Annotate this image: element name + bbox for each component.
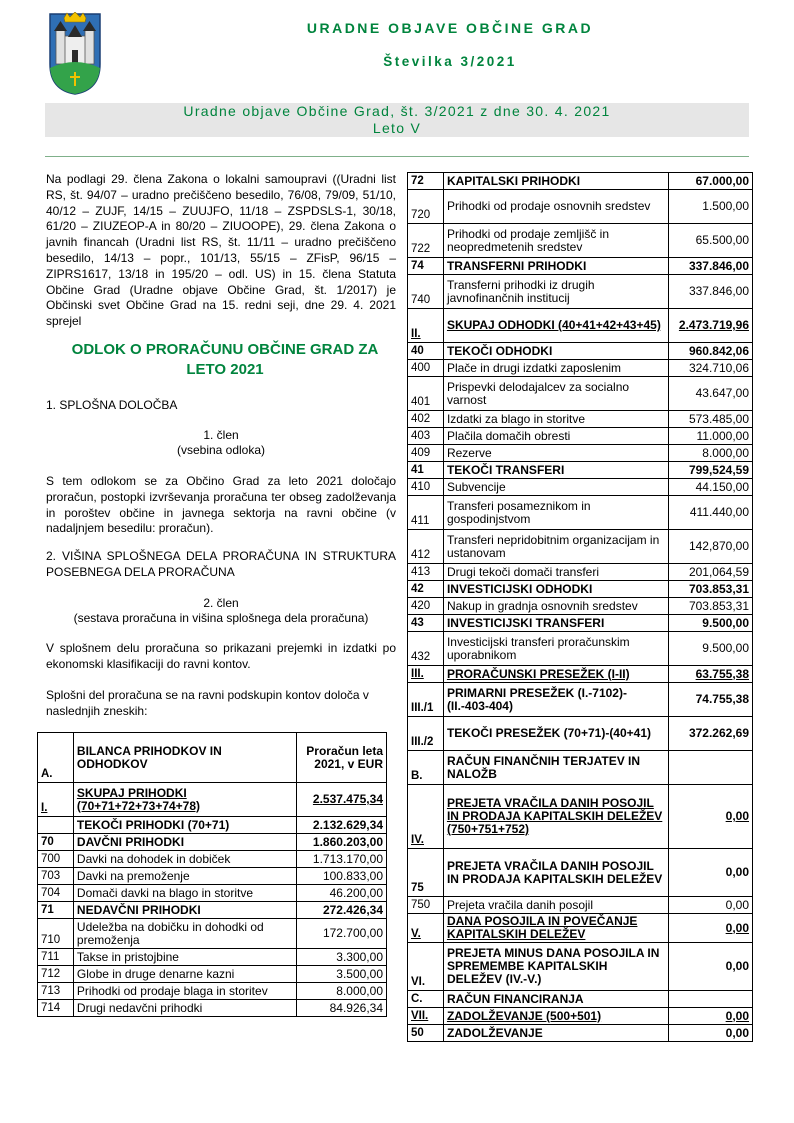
row-code: 722 (408, 224, 444, 258)
row-value: 0,00 (669, 1025, 753, 1042)
row-code: 714 (38, 1000, 74, 1017)
band-citation: Uradne objave Občine Grad, št. 3/2021 z dne 30. 4. 2021 (183, 103, 611, 119)
section-heading-2: 2. VIŠINA SPLOŠNEGA DELA PRORAČUNA IN STRUKTURA POSEBNEGA DELA PRORAČUNA (46, 549, 396, 579)
table-row (408, 849, 753, 897)
row-label: Udeležba na dobičku in dohodki od premoženja (73, 919, 296, 949)
row-value (669, 751, 753, 785)
row-code: 40 (408, 343, 444, 360)
row-code: 412 (408, 530, 444, 564)
row-label: Prihodki od prodaje osnovnih sredstev (443, 190, 668, 224)
row-label: Transferi nepridobitnim organizacijam in ustanovam (443, 530, 668, 564)
row-code: 713 (38, 983, 74, 1000)
row-value: 11.000,00 (669, 428, 753, 445)
row-label: Investicijski transferi proračunskim uporabnikom (443, 632, 668, 666)
row-code: VII. (408, 1008, 444, 1025)
row-label: Prejeta vračila danih posojil (443, 897, 668, 914)
row-value: 74.755,38 (669, 683, 753, 717)
table-row (38, 851, 387, 868)
row-value: 9.500,00 (669, 632, 753, 666)
row-code: II. (408, 309, 444, 343)
table-row (408, 309, 753, 343)
row-value: 142,870,00 (669, 530, 753, 564)
table-row (408, 530, 753, 564)
row-code: I. (38, 783, 74, 817)
row-label: Globe in druge denarne kazni (73, 966, 296, 983)
table-row (408, 428, 753, 445)
header-label: BILANCA PRIHODKOV IN ODHODKOV (73, 733, 296, 783)
row-code: 413 (408, 564, 444, 581)
table-row (408, 462, 753, 479)
article-1-subtitle: (vsebina odloka) (176, 443, 266, 457)
row-label: SKUPAJ PRIHODKI (70+71+72+73+74+78) (73, 783, 296, 817)
table-row (38, 1000, 387, 1017)
header-divider (45, 156, 749, 157)
table-row (408, 258, 753, 275)
table-row (408, 914, 753, 943)
row-value: 44.150,00 (669, 479, 753, 496)
row-label: ZADOLŽEVANJE (500+501) (443, 1008, 668, 1025)
row-label: Plače in drugi izdatki zaposlenim (443, 360, 668, 377)
row-label: Davki na dohodek in dobiček (73, 851, 296, 868)
publication-title: URADNE OBJAVE OBČINE GRAD (306, 20, 594, 36)
row-code: 700 (38, 851, 74, 868)
row-value: 43.647,00 (669, 377, 753, 411)
row-value: 337.846,00 (669, 275, 753, 309)
coat-of-arms-icon (48, 12, 102, 96)
row-value: 0,00 (669, 849, 753, 897)
row-code: 712 (38, 966, 74, 983)
table-row (408, 479, 753, 496)
row-label: Transferni prihodki iz drugih javnofinančnih institucij (443, 275, 668, 309)
table-row (408, 564, 753, 581)
row-value: 703.853,31 (669, 581, 753, 598)
row-label: Prihodki od prodaje blaga in storitev (73, 983, 296, 1000)
table-row (408, 1025, 753, 1042)
row-value: 0,00 (669, 897, 753, 914)
section-heading-1: 1. SPLOŠNA DOLOČBA (46, 398, 178, 412)
row-label: Plačila domačih obresti (443, 428, 668, 445)
decree-title: ODLOK O PRORAČUNU OBČINE GRAD ZA LETO 2021 (71, 341, 379, 378)
row-label: KAPITALSKI PRIHODKI (443, 173, 668, 190)
row-code: 71 (38, 902, 74, 919)
row-label: Subvencije (443, 479, 668, 496)
row-label: TEKOČI PRESEŽEK (70+71)-(40+41) (443, 717, 668, 751)
row-value: 703.853,31 (669, 598, 753, 615)
row-code: B. (408, 751, 444, 785)
table-row (408, 173, 753, 190)
row-value: 1.713.170,00 (297, 851, 387, 868)
header-value: Proračun leta 2021, v EUR (297, 733, 387, 783)
row-value: 9.500,00 (669, 615, 753, 632)
table-row (408, 377, 753, 411)
row-code: 402 (408, 411, 444, 428)
row-value: 799,524,59 (669, 462, 753, 479)
row-value: 63.755,38 (669, 666, 753, 683)
row-code: 403 (408, 428, 444, 445)
row-value: 573.485,00 (669, 411, 753, 428)
row-value: 324.710,06 (669, 360, 753, 377)
row-label: INVESTICIJSKI TRANSFERI (443, 615, 668, 632)
row-value: 100.833,00 (297, 868, 387, 885)
row-label: TRANSFERNI PRIHODKI (443, 258, 668, 275)
row-code: III./2 (408, 717, 444, 751)
table-row (38, 868, 387, 885)
table-row (408, 615, 753, 632)
table-row (38, 983, 387, 1000)
row-label: NEDAVČNI PRIHODKI (73, 902, 296, 919)
article-1-title: 1. člen (203, 428, 239, 442)
row-label: PREJETA MINUS DANA POSOJILA IN SPREMEMBE KAPITALSKIH DELEŽEV (IV.-V.) (443, 943, 668, 991)
row-value: 960.842,06 (669, 343, 753, 360)
row-label: RAČUN FINANČNIH TERJATEV IN NALOŽB (443, 751, 668, 785)
table-row (408, 224, 753, 258)
table-row (408, 1008, 753, 1025)
row-label: Prihodki od prodaje zemljišč in neopredmetenih sredstev (443, 224, 668, 258)
row-value: 0,00 (669, 1008, 753, 1025)
row-code: 42 (408, 581, 444, 598)
revenue-table (37, 732, 387, 1017)
row-value: 201,064,59 (669, 564, 753, 581)
article-2-text-2: Splošni del proračuna se na ravni podskupin kontov določa v naslednjih zneskih: (46, 688, 369, 718)
row-value: 411.440,00 (669, 496, 753, 530)
row-label: TEKOČI PRIHODKI (70+71) (73, 817, 296, 834)
row-value: 8.000,00 (669, 445, 753, 462)
row-label: TEKOČI ODHODKI (443, 343, 668, 360)
table-row (38, 783, 387, 817)
row-label: PREJETA VRAČILA DANIH POSOJIL IN PRODAJA KAPITALSKIH DELEŽEV (750+751+752) (443, 785, 668, 849)
row-value: 337.846,00 (669, 258, 753, 275)
row-code: 74 (408, 258, 444, 275)
row-code: C. (408, 991, 444, 1008)
row-label: Rezerve (443, 445, 668, 462)
row-label: Davki na premoženje (73, 868, 296, 885)
row-label: INVESTICIJSKI ODHODKI (443, 581, 668, 598)
table-row (408, 785, 753, 849)
row-code (38, 817, 74, 834)
row-code: 411 (408, 496, 444, 530)
row-value: 2.132.629,34 (297, 817, 387, 834)
row-label: Transferi posameznikom in gospodinjstvom (443, 496, 668, 530)
row-code: 400 (408, 360, 444, 377)
row-label: Drugi tekoči domači transferi (443, 564, 668, 581)
row-value: 0,00 (669, 914, 753, 943)
row-value: 3.300,00 (297, 949, 387, 966)
row-label: DANA POSOJILA IN POVEČANJE KAPITALSKIH DELEŽEV (443, 914, 668, 943)
table-row (408, 360, 753, 377)
table-row (408, 632, 753, 666)
row-code: 711 (38, 949, 74, 966)
row-value (669, 991, 753, 1008)
article-1-text: S tem odlokom se za Občino Grad za leto 2021 določajo proračun, postopki izvrševanja proračuna ter obseg zadolževanja in poroštev občine in javnega sektorja na ravni občine (v nadaljnjem besedilu: proračun). (46, 474, 396, 536)
row-code: 750 (408, 897, 444, 914)
table-row (408, 598, 753, 615)
table-row (408, 275, 753, 309)
table-row (408, 445, 753, 462)
row-code: 70 (38, 834, 74, 851)
table-row (408, 411, 753, 428)
row-value: 8.000,00 (297, 983, 387, 1000)
table-row (38, 966, 387, 983)
intro-paragraph: Na podlagi 29. člena Zakona o lokalni samoupravi ((Uradni list RS, št. 94/07 – uradno prečiščeno besedilo, 76/08, 79/09, 51/10, 40/12 – ZUJF, 14/15 – ZUUJFO, 11/18 – ZSPDSLS-1, 30/18, 61/20 – ZIUZEOP-A in 80/20 – ZIUOOPE), 29. člena Zakona o javnih financah (Uradni list RS, št. 11/11 – uradno prečiščeno besedilo, 14/13 – popr., 101/13, 55/15 – ZFisP, 96/15 – ZIPRS1617, 13/18 in 195/20 – odl. US) in 15. člena Statuta Občine Grad (Uradne objave Občine Grad, št. 1/2017) je Občinski svet Občine Grad na 15. redni seji, dne 29. 4. 2021 sprejel (46, 172, 396, 329)
table-row (408, 581, 753, 598)
row-code: 703 (38, 868, 74, 885)
row-label: Domači davki na blago in storitve (73, 885, 296, 902)
row-value: 67.000,00 (669, 173, 753, 190)
table-row (408, 190, 753, 224)
row-value: 372.262,69 (669, 717, 753, 751)
table-row (408, 496, 753, 530)
table-row (38, 949, 387, 966)
row-value: 84.926,34 (297, 1000, 387, 1017)
row-value: 1.500,00 (669, 190, 753, 224)
row-code: 720 (408, 190, 444, 224)
row-label: SKUPAJ ODHODKI (40+41+42+43+45) (443, 309, 668, 343)
table-header-row (38, 733, 387, 783)
table-row (408, 943, 753, 991)
table-row (38, 902, 387, 919)
row-code: 710 (38, 919, 74, 949)
row-value: 3.500,00 (297, 966, 387, 983)
row-label: DAVČNI PRIHODKI (73, 834, 296, 851)
row-label: PRIMARNI PRESEŽEK (I.-7102)-(II.-403-404) (443, 683, 668, 717)
row-value: 0,00 (669, 943, 753, 991)
row-label: Drugi nedavčni prihodki (73, 1000, 296, 1017)
band-year: Leto V (372, 120, 422, 136)
row-value: 46.200,00 (297, 885, 387, 902)
row-value: 2.537.475,34 (297, 783, 387, 817)
issue-number: Številka 3/2021 (383, 54, 517, 69)
row-value: 65.500,00 (669, 224, 753, 258)
table-row (38, 834, 387, 851)
row-label: Prispevki delodajalcev za socialno varnost (443, 377, 668, 411)
table-row (408, 897, 753, 914)
row-label: TEKOČI TRANSFERI (443, 462, 668, 479)
row-code: 401 (408, 377, 444, 411)
row-code: IV. (408, 785, 444, 849)
row-code: 704 (38, 885, 74, 902)
table-row (408, 666, 753, 683)
table-row (408, 717, 753, 751)
expenditure-table (407, 172, 753, 1042)
row-code: III./1 (408, 683, 444, 717)
article-2-subtitle: (sestava proračuna in višina splošnega dela proračuna) (73, 611, 369, 625)
row-label: RAČUN FINANCIRANJA (443, 991, 668, 1008)
row-label: ZADOLŽEVANJE (443, 1025, 668, 1042)
row-code: 50 (408, 1025, 444, 1042)
article-2-title: 2. člen (203, 596, 239, 610)
row-label: PREJETA VRAČILA DANIH POSOJIL IN PRODAJA KAPITALSKIH DELEŽEV (443, 849, 668, 897)
table-row (408, 683, 753, 717)
row-code: 72 (408, 173, 444, 190)
row-value: 0,00 (669, 785, 753, 849)
row-value: 2.473.719,96 (669, 309, 753, 343)
row-label: Izdatki za blago in storitve (443, 411, 668, 428)
header-code: A. (38, 733, 74, 783)
row-label: PRORAČUNSKI PRESEŽEK (I-II) (443, 666, 668, 683)
row-code: 43 (408, 615, 444, 632)
table-row (408, 343, 753, 360)
row-label: Nakup in gradnja osnovnih sredstev (443, 598, 668, 615)
row-code: 409 (408, 445, 444, 462)
row-value: 172.700,00 (297, 919, 387, 949)
row-code: 75 (408, 849, 444, 897)
row-value: 1.860.203,00 (297, 834, 387, 851)
table-row (38, 817, 387, 834)
row-label: Takse in pristojbine (73, 949, 296, 966)
header-band (45, 103, 749, 137)
table-row (408, 991, 753, 1008)
article-2-text: V splošnem delu proračuna so prikazani prejemki in izdatki po ekonomski klasifikaciji do ravni kontov. (46, 641, 396, 671)
row-code: 740 (408, 275, 444, 309)
row-code: VI. (408, 943, 444, 991)
row-value: 272.426,34 (297, 902, 387, 919)
table-row (408, 751, 753, 785)
table-row (38, 919, 387, 949)
row-code: 420 (408, 598, 444, 615)
row-code: V. (408, 914, 444, 943)
row-code: 432 (408, 632, 444, 666)
table-row (38, 885, 387, 902)
row-code: 410 (408, 479, 444, 496)
row-code: 41 (408, 462, 444, 479)
row-code: III. (408, 666, 444, 683)
